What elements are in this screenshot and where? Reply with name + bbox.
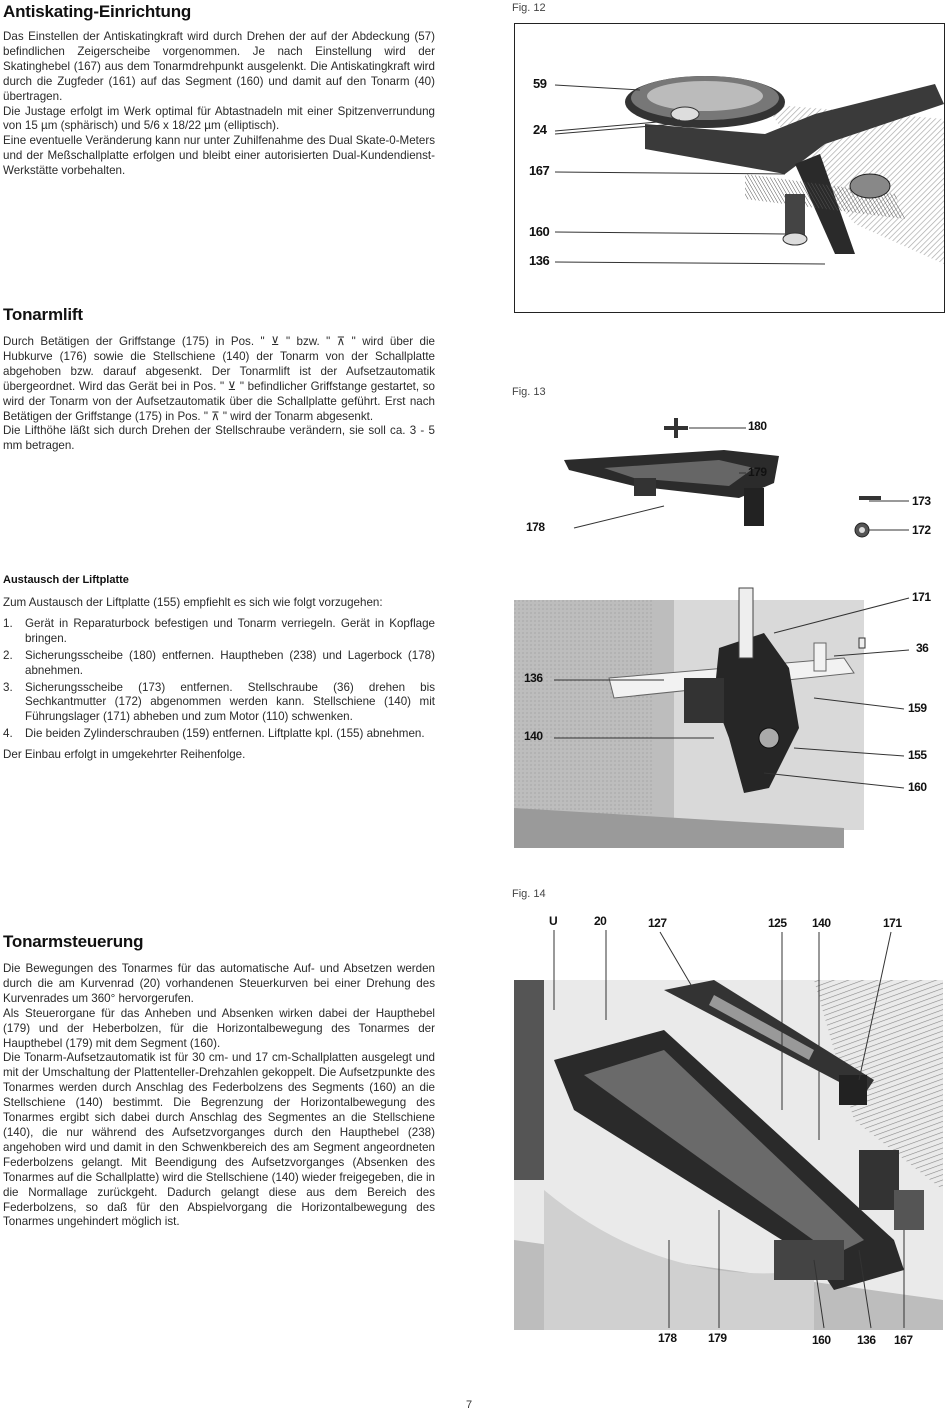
callout-155: 155 [908, 748, 927, 762]
step-text: Die beiden Zylinderschrauben (159) entfernen. Liftplatte kpl. (155) abnehmen. [25, 727, 425, 741]
step-number: 2. [3, 648, 13, 662]
callout-36: 36 [916, 641, 929, 655]
page-number: 7 [466, 1399, 473, 1411]
section-antiskating [3, 2, 435, 179]
fig14-illustration [514, 910, 943, 1358]
lever-178-179 [564, 418, 779, 526]
step-text: Gerät in Reparaturbock befestigen und Tonarm verriegeln. Gerät in Kopflage bringen. [25, 616, 435, 645]
paragraph: Das Einstellen der Antiskatingkraft wird durch Drehen der auf der Abdeckung (57) befindlichen Zeigerscheibe vorgenommen. Je nach Einstellung wird der Skatinghebel (167) aus dem Tonarmdrehpunkt ausgelenkt. Die Antiskatingkraft wird durch die Zugfeder (161) auf das Segment (160) und damit auf den Tonarm (40) übertragen. [3, 30, 435, 103]
paragraph: Der Einbau erfolgt in umgekehrter Reihenfolge. [3, 748, 246, 762]
section-title: Antiskating-Einrichtung [3, 2, 192, 21]
callout-140: 140 [524, 729, 543, 743]
callout-24: 24 [533, 122, 547, 137]
figure-12 [514, 23, 945, 313]
figure-label: Fig. 13 [512, 386, 546, 398]
list-item [3, 617, 435, 647]
section-title: Tonarmlift [3, 305, 83, 324]
step-text: Sicherungsscheibe (173) entfernen. Stellschraube (36) drehen bis Sechkantmutter (172) abgenommen werden kann. Stellschiene (140) mit Führungslager (171) abheben und zum Motor (110) schwenken. [25, 680, 435, 724]
figure-13 [514, 408, 943, 850]
callout-136: 136 [857, 1333, 876, 1347]
callout-171: 171 [912, 590, 931, 604]
callout-160: 160 [908, 780, 927, 794]
paragraph: Die Tonarm-Aufsetzautomatik ist für 30 cm- und 17 cm-Schallplatten ausgelegt und mit der Umschaltung der Plattenteller-Drehzahlen gekoppelt. Die Aufsetzpunkte des Tonarmes werden durch Anschlag des Federbolzens des Segments (160) an die Stellschiene (140) bestimmt. Die Begrenzung der Horizontalbewegung des Tonarmes ergibt sich dabei durch Anschlag des Segmentes an die Stellschiene (140), die nur während des Aufsetzvorganges durch den Haupthebel (238) angehoben wird und damit in den Schwenkbereich des am Segment angeordneten Federbolzens gelangt. Mit Beendigung des Aufsetzvorganges (Absenken des Tonarmes auf die Schallplatte) wird die Stellschiene (140) wieder freigegeben, die in die Normallage zurückgeht. Dadurch gelangt diese aus dem Bereich des Federbolzens, so daß für den Abspielvorgang die Horizontalbewegung des Tonarmes ungehindert möglich ist. [3, 1051, 435, 1229]
list-item [3, 681, 435, 726]
callout-140: 140 [812, 916, 831, 930]
callout-136: 136 [529, 253, 550, 268]
paragraph: Die Justage erfolgt im Werk optimal für Abtastnadeln mit einer Spitzenverrundung von 15 µm (sphärisch) und 5/6 x 18/22 µm (elliptisch). [3, 104, 435, 133]
callout-136: 136 [524, 671, 543, 685]
callout-167: 167 [529, 163, 550, 178]
paragraph: Eine eventuelle Veränderung kann nur unter Zuhilfenahme des Dual Skate-0-Meters und der Meßschallplatte erfolgen und bleibt einer autorisierten Dual-Kundendienst-Werkstätte vorbehalten. [3, 134, 435, 178]
fig12-illustration [515, 24, 944, 312]
callout-179: 179 [708, 1331, 727, 1345]
callout-U: U [549, 914, 558, 928]
figure-label: Fig. 14 [512, 888, 546, 900]
callout-160: 160 [812, 1333, 831, 1347]
callout-179: 179 [748, 465, 767, 479]
figure-14 [514, 910, 943, 1358]
section-tonarmlift [3, 305, 435, 454]
callout-125: 125 [768, 916, 787, 930]
section-title: Tonarmsteuerung [3, 932, 144, 951]
callout-160: 160 [529, 224, 550, 239]
callout-127: 127 [648, 916, 667, 930]
callout-159: 159 [908, 701, 927, 715]
paragraph: Zum Austausch der Liftplatte (155) empfiehlt es sich wie folgt vorzugehen: [3, 596, 383, 609]
callout-178: 178 [658, 1331, 677, 1345]
callout-173: 173 [912, 494, 931, 508]
section-tonarmsteuerung [3, 932, 435, 1230]
callout-178: 178 [526, 520, 545, 534]
gear-wheel [625, 76, 785, 128]
list-item [3, 649, 435, 679]
step-text: Sicherungsscheibe (180) entfernen. Hauptheben (238) und Lagerbock (178) abnehmen. [25, 648, 435, 677]
step-number: 3. [3, 680, 13, 694]
list-item [3, 727, 435, 742]
callout-171: 171 [883, 916, 902, 930]
step-number: 4. [3, 727, 13, 741]
section-title: Austausch der Liftplatte [3, 574, 129, 586]
callout-20: 20 [594, 914, 607, 928]
paragraph: Durch Betätigen der Griffstange (175) in Pos. " ⊻ " bzw. " ⊼ " wird über die Hubkurve (176) sowie die Stellschiene (140) der Tonarm von der Schallplatte abgehoben bzw. darauf abgesenkt. Der Tonarmlift ist der Aufsetzautomatik übergeordnet. Wird das Gerät bei in Pos. " ⊻ " befindlicher Griffstange gestartet, so wird der Tonarm von der Aufsetzautomatik über die Schallplatte geführt. Erst nach Betätigen der Griffstange (175) in Pos. " ⊼ " wird der Tonarm abgesenkt. [3, 335, 435, 423]
fig13-photo [514, 588, 865, 848]
fig13-illustration [514, 408, 943, 850]
paragraph: Die Bewegungen des Tonarmes für das automatische Auf- und Absetzen werden durch die am Kurvenrad (20) vorhandenen Steuerkurven bei einer Drehung des Kurvenrades um 360° hervorgerufen. [3, 962, 435, 1005]
step-number: 1. [3, 616, 13, 630]
callout-172: 172 [912, 523, 931, 537]
section-liftplatte [3, 574, 435, 763]
paragraph: Die Lifthöhe läßt sich durch Drehen der Stellschraube verändern, sie soll ca. 3 - 5 mm betragen. [3, 424, 435, 453]
figure-label: Fig. 12 [512, 2, 546, 14]
callout-180: 180 [748, 419, 767, 433]
callout-167: 167 [894, 1333, 913, 1347]
callout-59: 59 [533, 76, 547, 91]
paragraph: Als Steuerorgane für das Anheben und Absenken wirken dabei der Haupthebel (179) und der Heberbolzen, für die Horizontalbewegung des Tonarmes der Haupthebel (179) mit dem Segment (160). [3, 1006, 435, 1050]
